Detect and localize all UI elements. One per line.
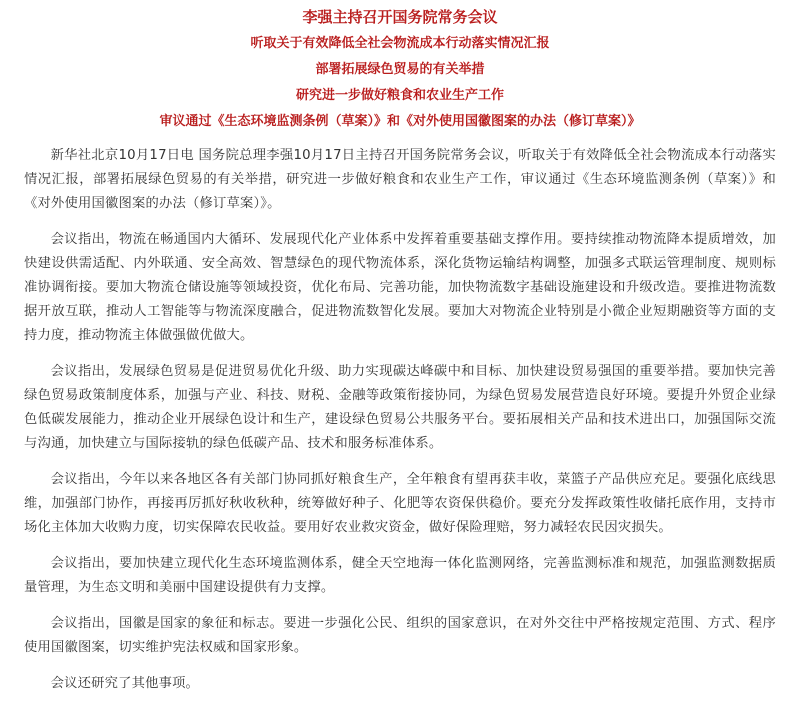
- paragraph-green-trade: 会议指出，发展绿色贸易是促进贸易优化升级、助力实现碳达峰碳中和目标、加快建设贸易强国的重要举措。要加快完善绿色贸易政策制度体系，加强与产业、科技、财税、金融等政策衔接协同，为绿色贸易发展营造良好环境。要提升外贸企业绿色低碳发展能力，推动企业开展绿色设计和生产，建设绿色贸易公共服务平台。要拓展相关产品和技术进出口，加强国际交流与沟通，加快建立与国际接轨的绿色低碳产品、技术和服务标准体系。: [24, 364, 776, 451]
- paragraph-lead: 新华社北京10月17日电 国务院总理李强10月17日主持召开国务院常务会议，听取关于有效降低全社会物流成本行动落实情况汇报，部署拓展绿色贸易的有关举措，研究进一步做好粮食和农业生产工作，审议通过《生态环境监测条例（草案）》和《对外使用国徽图案的办法（修订草案）》。: [24, 148, 776, 211]
- subhead-regulations: 审议通过《生态环境监测条例（草案）》和《对外使用国徽图案的办法（修订草案）》: [159, 114, 641, 129]
- paragraph-grain: 会议指出，今年以来各地区各有关部门协同抓好粮食生产，全年粮食有望再获丰收，菜篮子产品供应充足。要强化底线思维，加强部门协作，再接再厉抓好秋收秋种，统筹做好种子、化肥等农资保供稳价。要充分发挥政策性收储托底作用，支持市场化主体加大收购力度，切实保障农民收益。要用好农业救灾资金，做好保险理赔，努力减轻农民因灾损失。: [24, 472, 776, 535]
- paragraph-eco-monitoring: 会议指出，要加快建立现代化生态环境监测体系，健全天空地海一体化监测网络，完善监测标准和规范，加强监测数据质量管理，为生态文明和美丽中国建设提供有力支撑。: [24, 556, 776, 595]
- subhead-logistics: 听取关于有效降低全社会物流成本行动落实情况汇报: [250, 36, 550, 51]
- subhead-grain: 研究进一步做好粮食和农业生产工作: [295, 88, 504, 103]
- paragraph-logistics: 会议指出，物流在畅通国内大循环、发展现代化产业体系中发挥着重要基础支撑作用。要持续推动物流降本提质增效，加快建设供需适配、内外联通、安全高效、智慧绿色的现代物流体系，深化货物运输结构调整，加强多式联运管理制度、规则标准协调衔接。要加大物流仓储设施等领域投资，优化布局、完善功能，加快物流数字基础设施建设和升级改造。要推进物流数据开放互联，推动人工智能等与物流深度融合，促进物流数智化发展。要加大对物流企业特别是小微企业短期融资等方面的支持力度，推动物流主体做强做优做大。: [24, 232, 776, 343]
- headline: 李强主持召开国务院常务会议: [302, 8, 498, 26]
- subhead-green-trade: 部署拓展绿色贸易的有关举措: [315, 62, 485, 77]
- article: [24, 8, 776, 708]
- paragraph-closing: 会议还研究了其他事项。: [50, 676, 200, 691]
- paragraph-national-emblem: 会议指出，国徽是国家的象征和标志。要进一步强化公民、组织的国家意识，在对外交往中严格按规定范围、方式、程序使用国徽图案，切实维护宪法权威和国家形象。: [24, 616, 776, 655]
